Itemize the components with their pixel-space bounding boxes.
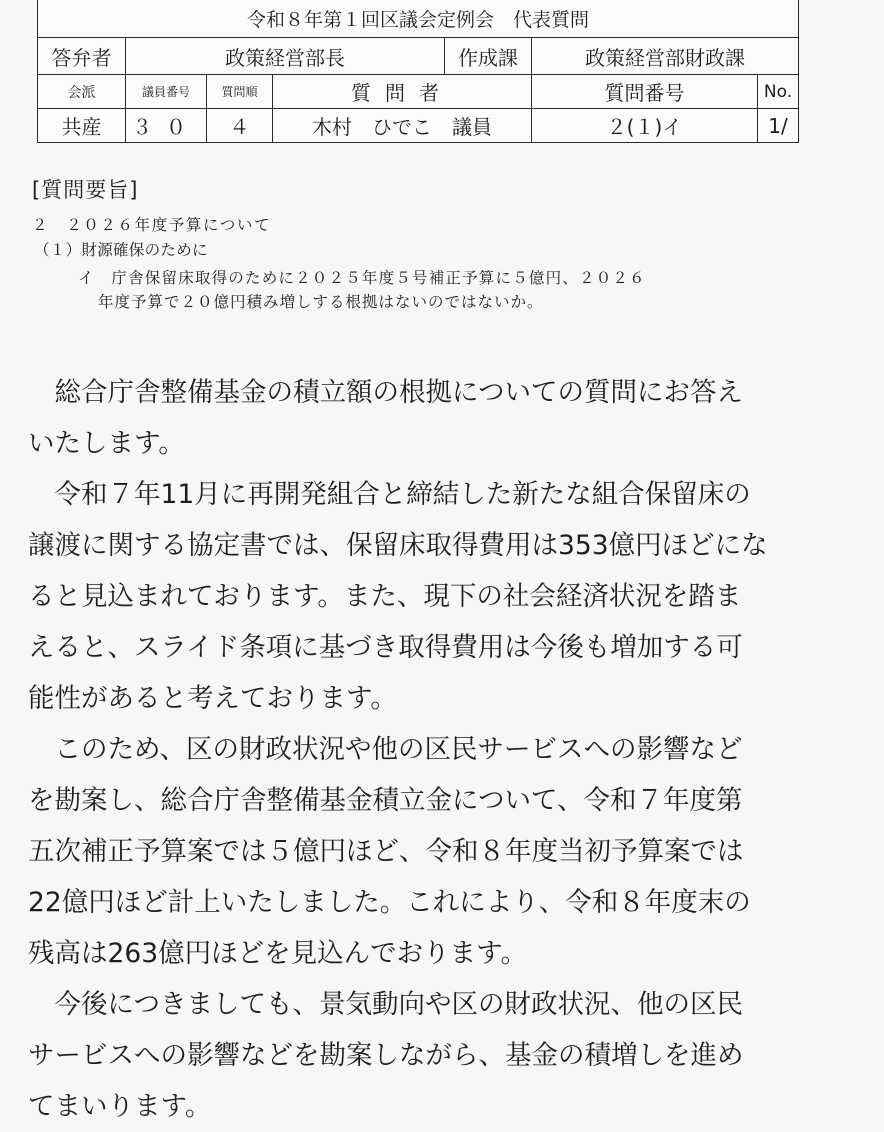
session-title: 令和８年第１回区議会定例会 代表質問: [38, 0, 799, 38]
answer-line: 残高は263億円ほどを見込んでおります。: [28, 938, 527, 969]
col-order: 質問順: [207, 75, 273, 109]
answer-line: 22億円ほど計上いたしました。これにより、令和８年度末の: [28, 887, 751, 918]
answer-line: 総合庁舎整備基金の積立額の根拠についての質問にお答え: [28, 377, 743, 408]
answer-line: いたします。: [28, 428, 185, 459]
order-value: ４: [207, 109, 273, 143]
col-no: No.: [758, 75, 799, 109]
answer-line: ると見込まれております。また、現下の社会経済状況を踏ま: [28, 581, 742, 612]
answer-line: 令和７年11月に再開発組合と締結した新たな組合保留床の: [28, 479, 751, 510]
dept-value: 政策経営部財政課: [532, 38, 799, 75]
summary-line-2: （１）財源確保のために: [34, 241, 208, 259]
answer-line: を勘案し、総合庁舎整備基金積立金について、令和７年度第: [28, 785, 743, 816]
answer-line: 今後につきましても、景気動向や区の財政状況、他の区民: [28, 989, 743, 1020]
answer-line: 能性があると考えております。: [28, 683, 397, 714]
col-faction: 会派: [38, 75, 126, 109]
answer-line: てまいります。: [28, 1091, 212, 1122]
question-no-value: ２(１)イ: [532, 109, 758, 143]
header-table: [37, 0, 799, 143]
answerer-value: 政策経営部長: [126, 38, 445, 75]
answer-line: 譲渡に関する協定書では、保留床取得費用は353億円ほどにな: [28, 530, 768, 561]
answer-line: このため、区の財政状況や他の区民サービスへの影響など: [28, 734, 743, 765]
summary-line-3: イ 庁舎保留床取得のために２０２５年度５号補正予算に５億円、２０２６: [78, 269, 646, 287]
col-member-no: 議員番号: [126, 75, 207, 109]
questioner-value: 木村 ひでこ 議員: [273, 109, 532, 143]
summary-heading: [質問要旨]: [32, 178, 139, 202]
summary-line-4: 年度予算で２０億円積み増しする根拠はないのではないか。: [98, 293, 544, 311]
col-questioner: 質問者: [273, 75, 532, 109]
answer-line: 五次補正予算案では５億円ほど、令和８年度当初予算案では: [28, 836, 744, 867]
answerer-label: 答弁者: [38, 38, 126, 75]
faction-value: 共産: [38, 109, 126, 143]
member-no-value: ３０: [126, 109, 207, 143]
answer-body: [28, 367, 818, 1132]
summary-line-1: ２ ２０２６年度予算について: [32, 216, 272, 234]
answer-line: えると、スライド条項に基づき取得費用は今後も増加する可: [28, 632, 743, 663]
no-value: 1/: [758, 109, 799, 143]
col-question-no: 質問番号: [532, 75, 758, 109]
dept-label: 作成課: [445, 38, 532, 75]
answer-line: サービスへの影響などを勘案しながら、基金の積増しを進め: [28, 1040, 744, 1071]
